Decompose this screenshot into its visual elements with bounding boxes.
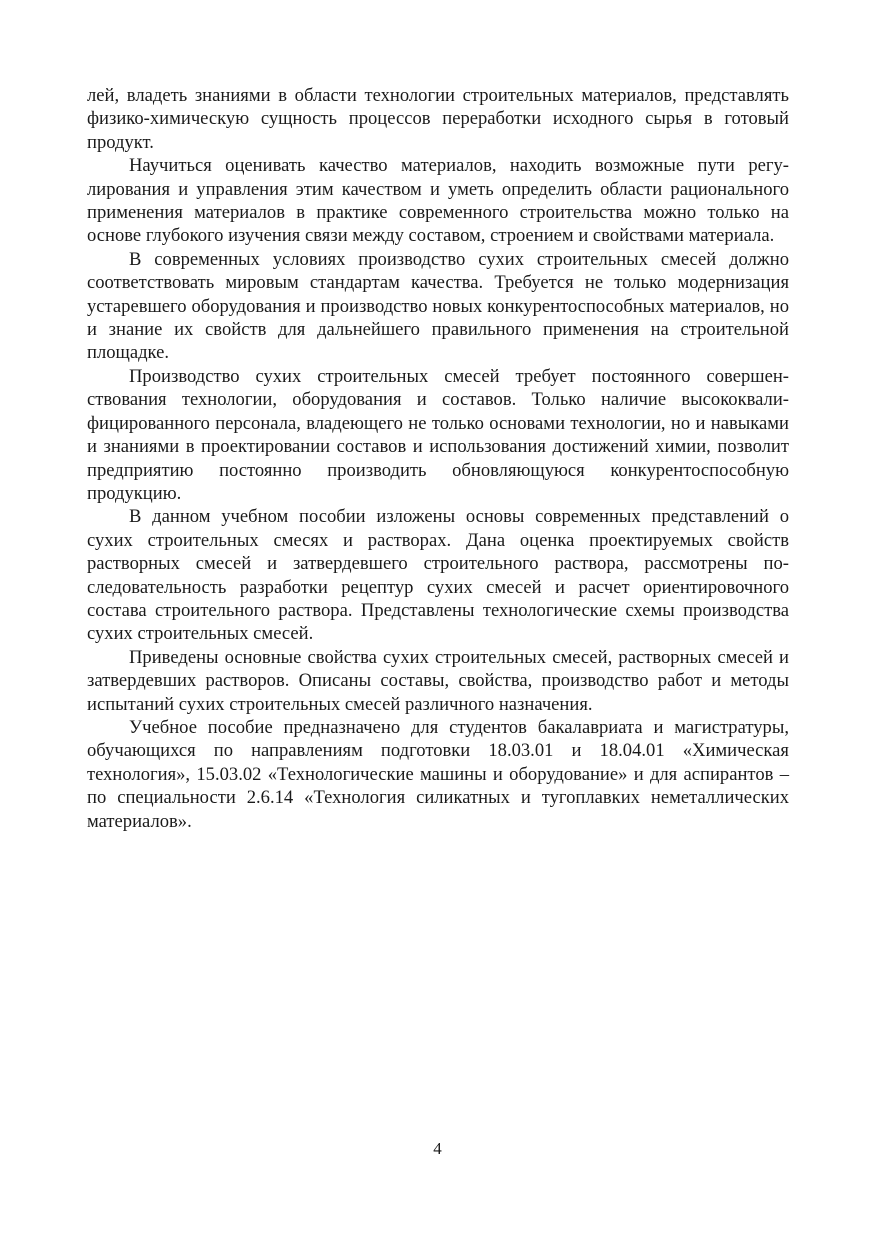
paragraph-production-improvement: Производство сухих строительных смесей требует постоянного совершенствования технологии, оборудования и составов. Только наличие высококвалифицированного персонала, владеющего не только основами технологии, но и навыками и знаниями в проектировании составов и использования достижений химии, позволит предприятию постоянно производить обновляющуюся конкурентоспособную продукцию.: [87, 365, 789, 504]
document-body: [87, 84, 789, 833]
paragraph-continuation: лей, владеть знаниями в области технологии строительных материалов, представлять физико-химическую сущность процессов переработки исходного сырья в готовый продукт.: [87, 85, 789, 153]
paragraph-modern-conditions: В современных условиях производство сухих строительных смесей должно соответствовать мировым стандартам качества. Требуется не только модернизация устаревшего оборудования и производство новых конкурентоспособных материалов, но и знание их свойств для дальнейшего правильного применения на строительной площадке.: [87, 248, 789, 364]
page-number: 4: [433, 1139, 442, 1158]
paragraph-properties-overview: Приведены основные свойства сухих строительных смесей, растворных смесей и затвердевших растворов. Описаны составы, свойства, производство работ и методы испытаний сухих строительных смесей различного назначения.: [87, 646, 789, 715]
paragraph-textbook-contents: В данном учебном пособии изложены основы современных представлений о сухих строительных смесях и растворах. Дана оценка проектируемых свойств растворных смесей и затвердевшего строительного раствора, рассмотрены последовательность разработки рецептур сухих смесей и расчет ориентировочного состава строительного раствора. Представлены технологические схемы производства сухих строительных смесей.: [87, 506, 789, 645]
paragraph-quality-assessment: Научиться оценивать качество материалов, находить возможные пути регулирования и управления этим качеством и уметь определить области рационального применения материалов в практике современного строительства можно только на основе глубокого изучения связи между составом, строением и свойствами материала.: [87, 155, 789, 247]
paragraph-target-audience: Учебное пособие предназначено для студентов бакалавриата и магистратуры, обучающихся по направлениям подготовки 18.03.01 и 18.04.01 «Химическая технология», 15.03.02 «Технологические машины и оборудование» и для аспирантов – по специальности 2.6.14 «Технология силикатных и тугоплавких неметаллических материалов».: [87, 716, 789, 832]
